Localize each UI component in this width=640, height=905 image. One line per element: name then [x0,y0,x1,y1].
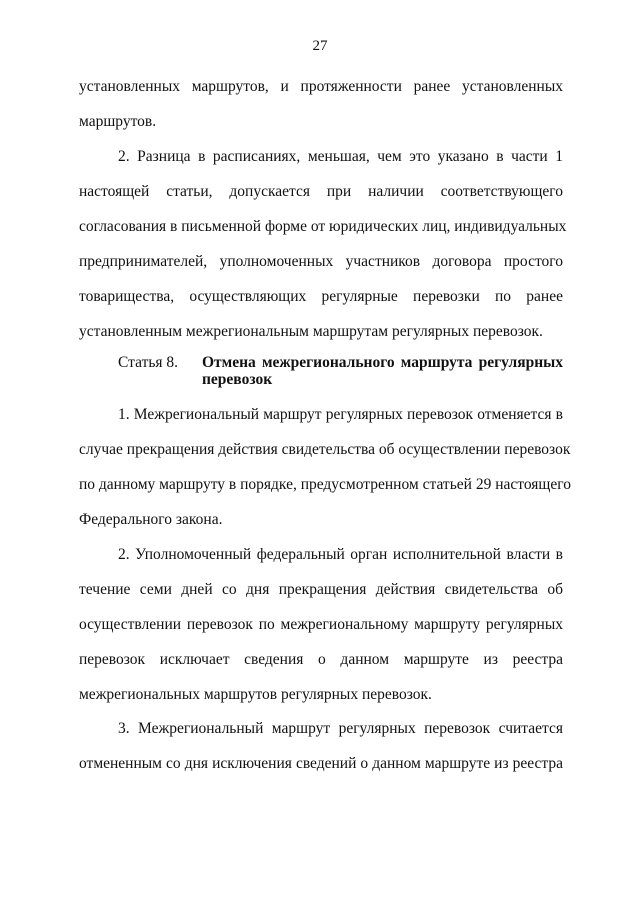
text-line: установленных маршрутов, и протяженности ранее установленных [79,78,563,95]
text-line: согласования в письменной форме от юридических лиц, индивидуальных [79,218,567,235]
article-label: Статья 8. [118,354,179,371]
paragraph-first-line: 1. Межрегиональный маршрут регулярных перевозок отменяется в [118,406,563,423]
text-line: товарищества, осуществляющих регулярные перевозки по ранее [79,288,563,305]
page-number: 27 [312,38,328,54]
text-line: осуществлении перевозок по межрегиональному маршруту регулярных [79,616,563,633]
text-line: межрегиональных маршрутов регулярных перевозок. [79,686,432,703]
text-line: отмененным со дня исключения сведений о данном маршруте из реестра [79,755,563,772]
article-title [202,354,563,388]
text-line: маршрутов. [79,113,157,130]
article-title-line: Отмена межрегионального маршрута регулярных [202,354,563,371]
text-line: случае прекращения действия свидетельства об осуществлении перевозок [79,441,571,458]
text-line: настоящей статьи, допускается при наличии соответствующего [79,183,563,200]
paragraph-first-line: 3. Межрегиональный маршрут регулярных перевозок считается [118,720,563,737]
text-line: установленным межрегиональным маршрутам регулярных перевозок. [79,323,543,340]
paragraph-first-line: 2. Разница в расписаниях, меньшая, чем это указано в части 1 [118,148,563,165]
text-line: перевозок исключает сведения о данном маршруте из реестра [79,651,563,668]
article-title-line: перевозок [202,371,273,388]
text-line: предпринимателей, уполномоченных участников договора простого [79,253,563,270]
text-line: течение семи дней со дня прекращения действия свидетельства об [79,581,563,598]
text-line: Федерального закона. [79,511,223,528]
paragraph-first-line: 2. Уполномоченный федеральный орган исполнительной власти в [118,546,563,563]
text-line: по данному маршруту в порядке, предусмотренном статьей 29 настоящего [79,476,571,493]
